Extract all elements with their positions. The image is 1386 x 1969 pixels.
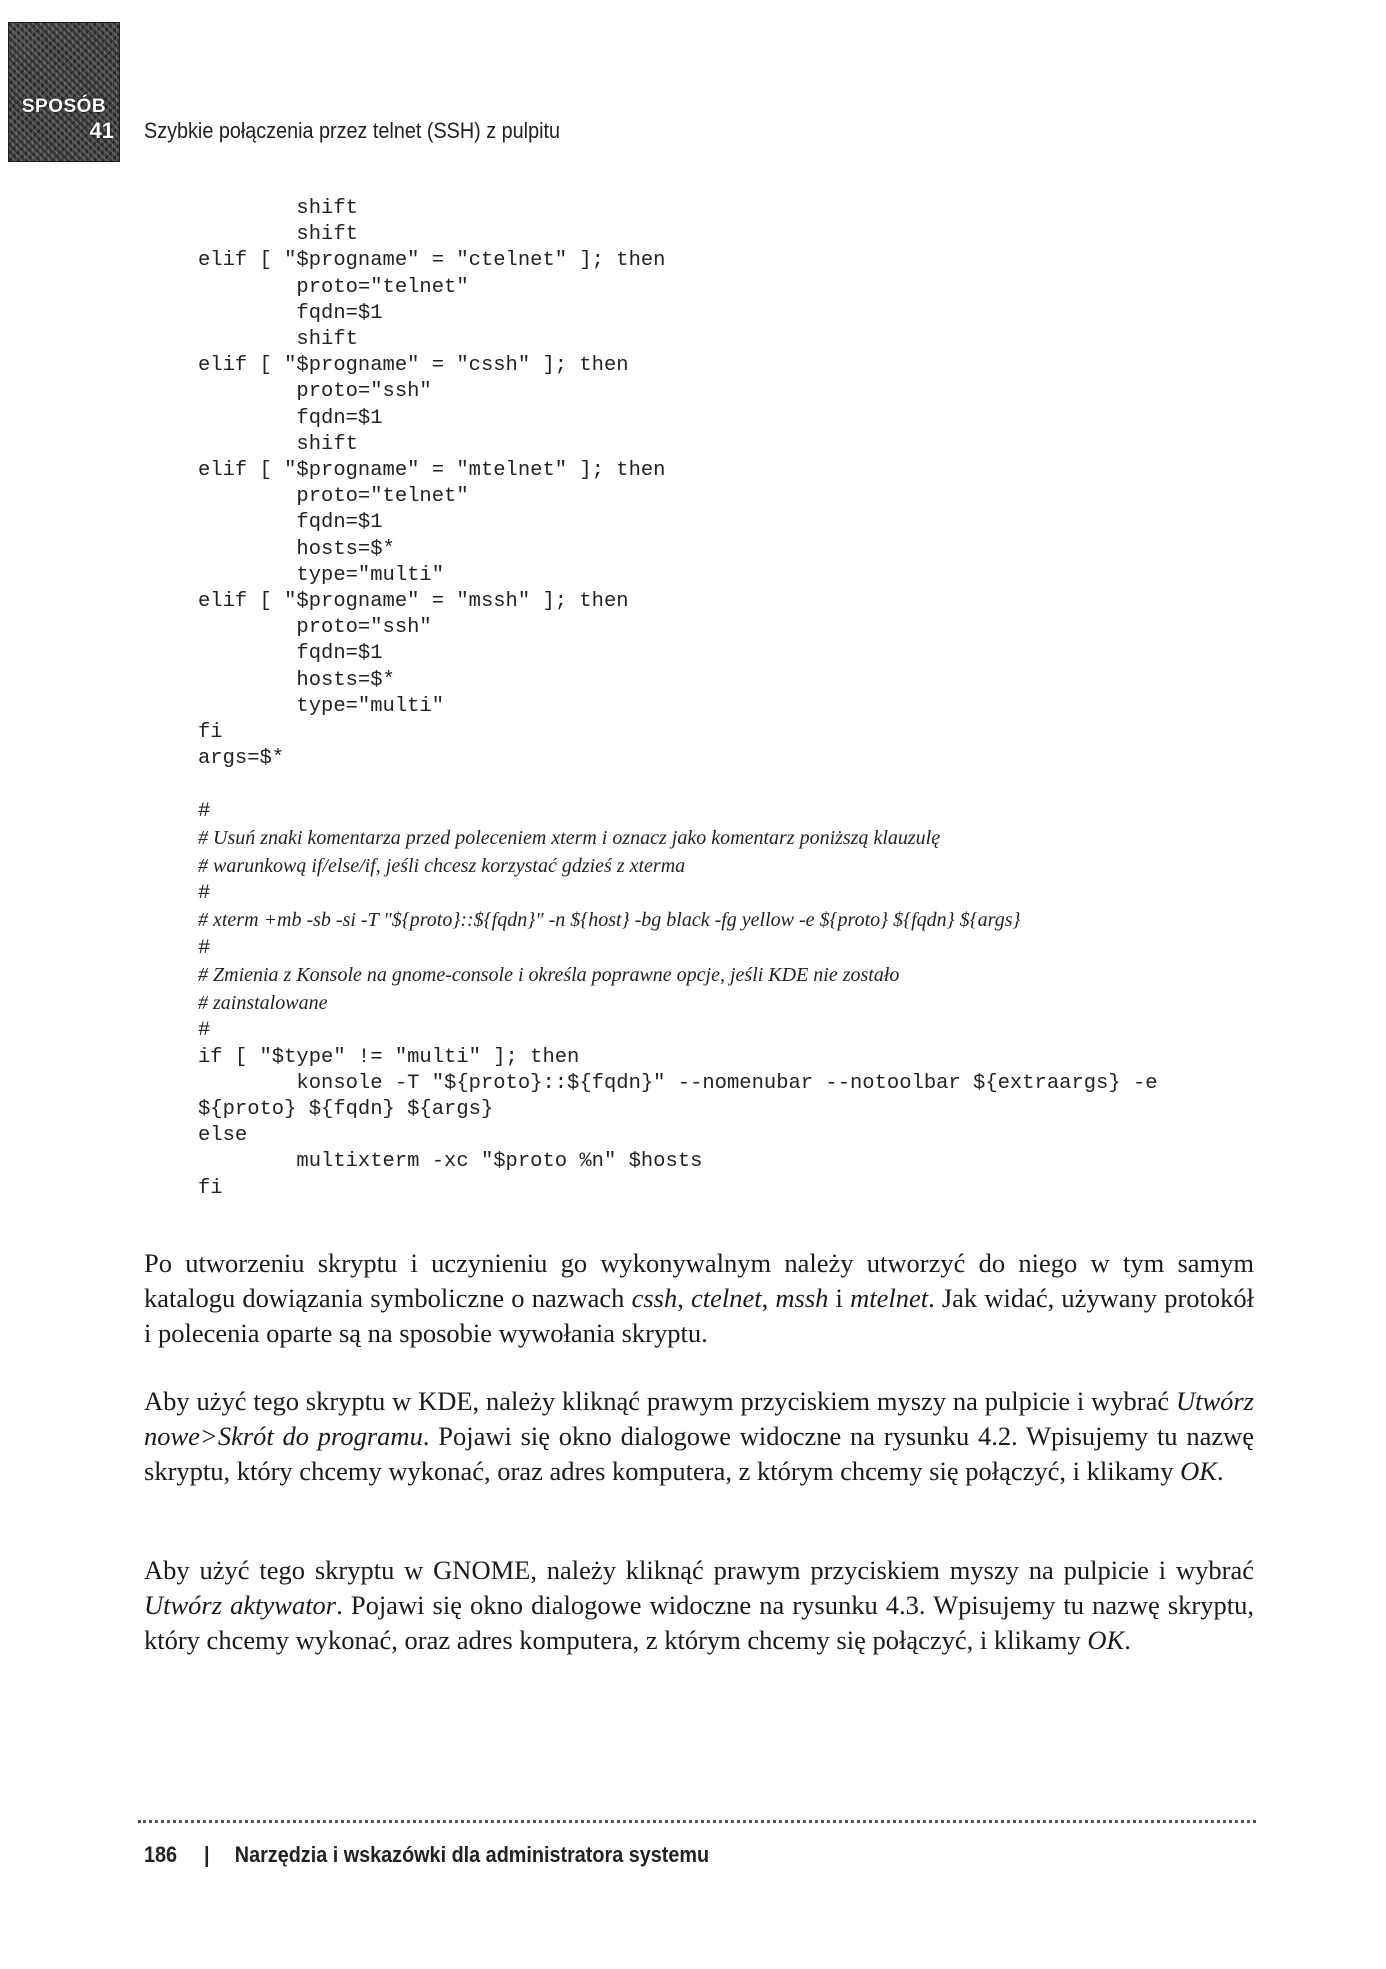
text-run: Aby użyć tego skryptu w GNOME, należy kliknąć prawym przyciskiem myszy na pulpicie i wybrać [144, 1555, 1254, 1585]
code-line: shift [198, 328, 358, 352]
code-line: shift [198, 223, 358, 247]
code-line: fqdn=$1 [198, 406, 383, 430]
filename-ctelnet: ctelnet [690, 1283, 762, 1313]
badge-word: SPOSÓB [21, 96, 107, 117]
code-line: fqdn=$1 [198, 642, 383, 666]
filename-mssh: mssh [775, 1283, 829, 1313]
filename-mtelnet: mtelnet [850, 1283, 929, 1313]
code-line: proto="telnet" [198, 275, 469, 299]
text-run: Po utworzeniu skryptu i uczynieniu go wykonywalnym należy utworzyć do niego w tym samym katalogu dowiązania symboliczne o nazwach [144, 1248, 1254, 1313]
code-line: shift [198, 197, 358, 220]
footer-separator: | [204, 1842, 210, 1867]
ok-label: OK [1087, 1625, 1125, 1655]
paragraph-1 [144, 1246, 1254, 1351]
text-run: . Jak widać, używany protokół i polecenia oparte są na sposobie wywołania skryptu. [144, 1283, 1255, 1348]
code-line: fqdn=$1 [198, 511, 383, 535]
code-line: # [198, 1019, 211, 1043]
page-footer [144, 1842, 709, 1868]
code-comment-line: # xterm +mb -sb -si -T "${proto}::${fqdn}" -n ${host} -bg black -fg yellow -e ${proto} ${fqdn} ${args} [198, 909, 1021, 932]
code-line: else [198, 1124, 248, 1148]
text-run: . Pojawi się okno dialogowe widoczne na rysunku 4.2. Wpisujemy tu nazwę skryptu, który chcemy wykonać, oraz adres komputera, z którym chcemy się połączyć, i klikamy [144, 1421, 1254, 1486]
code-line: elif [ "$progname" = "ctelnet" ]; then [198, 249, 666, 273]
code-line: multixterm -xc "$proto %n" $hosts [198, 1150, 703, 1174]
filename-cssh: cssh [631, 1283, 678, 1313]
code-line: # [198, 936, 211, 960]
code-line: type="multi" [198, 694, 445, 718]
code-comment-line: # Zmienia z Konsole na gnome-console i określa poprawne opcje, jeśli KDE nie zostało [198, 963, 900, 986]
code-line: if [ "$type" != "multi" ]; then [198, 1045, 580, 1069]
book-title: Narzędzia i wskazówki dla administratora systemu [234, 1842, 710, 1867]
ok-label: OK [1180, 1456, 1217, 1486]
code-line: args=$* [198, 747, 285, 771]
text-run: , [677, 1283, 691, 1313]
code-line: fi [198, 721, 223, 745]
text-run: i [828, 1283, 851, 1313]
code-line: type="multi" [198, 563, 445, 587]
code-comment-line: # Usuń znaki komentarza przed poleceniem xterm i oznacz jako komentarz poniższą klauzulę [198, 826, 941, 849]
text-run: Aby użyć tego skryptu w KDE, należy kliknąć prawym przyciskiem myszy na pulpicie i wybrać [144, 1386, 1176, 1416]
code-line: # [198, 799, 211, 823]
running-header-title: Szybkie połączenia przez telnet (SSH) z pulpitu [144, 118, 561, 143]
page-number: 186 [144, 1842, 178, 1867]
code-line: hosts=$* [198, 668, 395, 692]
badge-number: 41 [89, 118, 114, 143]
code-line: fi [198, 1176, 223, 1200]
paragraph-3 [144, 1553, 1254, 1658]
text-run: . Pojawi się okno dialogowe widoczne na rysunku 4.3. Wpisujemy tu nazwę skryptu, który chcemy wykonać, oraz adres komputera, z którym chcemy się połączyć, i klikamy [144, 1590, 1254, 1655]
text-run: , [761, 1283, 776, 1313]
menu-path: Utwórz nowe>Skrót do programu [144, 1386, 1254, 1451]
footer-divider [138, 1820, 1256, 1823]
code-line: proto="telnet" [198, 485, 469, 509]
paragraph-2 [144, 1384, 1254, 1489]
code-line: hosts=$* [198, 537, 395, 561]
code-line: shift [198, 432, 358, 456]
code-line: elif [ "$progname" = "mssh" ]; then [198, 590, 629, 614]
code-line: ${proto} ${fqdn} ${args} [198, 1097, 494, 1121]
code-line: fqdn=$1 [198, 301, 383, 325]
text-run: . [1216, 1456, 1224, 1486]
code-line: elif [ "$progname" = "cssh" ]; then [198, 354, 629, 378]
code-line: konsole -T "${proto}::${fqdn}" --nomenubar --notoolbar ${extraargs} -e [198, 1071, 1158, 1095]
code-line: # [198, 882, 211, 906]
code-comment-line: # zainstalowane [198, 992, 328, 1015]
code-listing [198, 196, 1318, 1202]
chapter-badge [8, 22, 120, 162]
code-line: elif [ "$progname" = "mtelnet" ]; then [198, 459, 666, 483]
text-run: . [1124, 1625, 1131, 1655]
code-line: proto="ssh" [198, 380, 432, 404]
menu-path: Utwórz aktywator [144, 1590, 337, 1620]
code-line: proto="ssh" [198, 616, 432, 640]
code-comment-line: # warunkową if/else/if, jeśli chcesz korzystać gdzieś z xterma [198, 855, 686, 878]
